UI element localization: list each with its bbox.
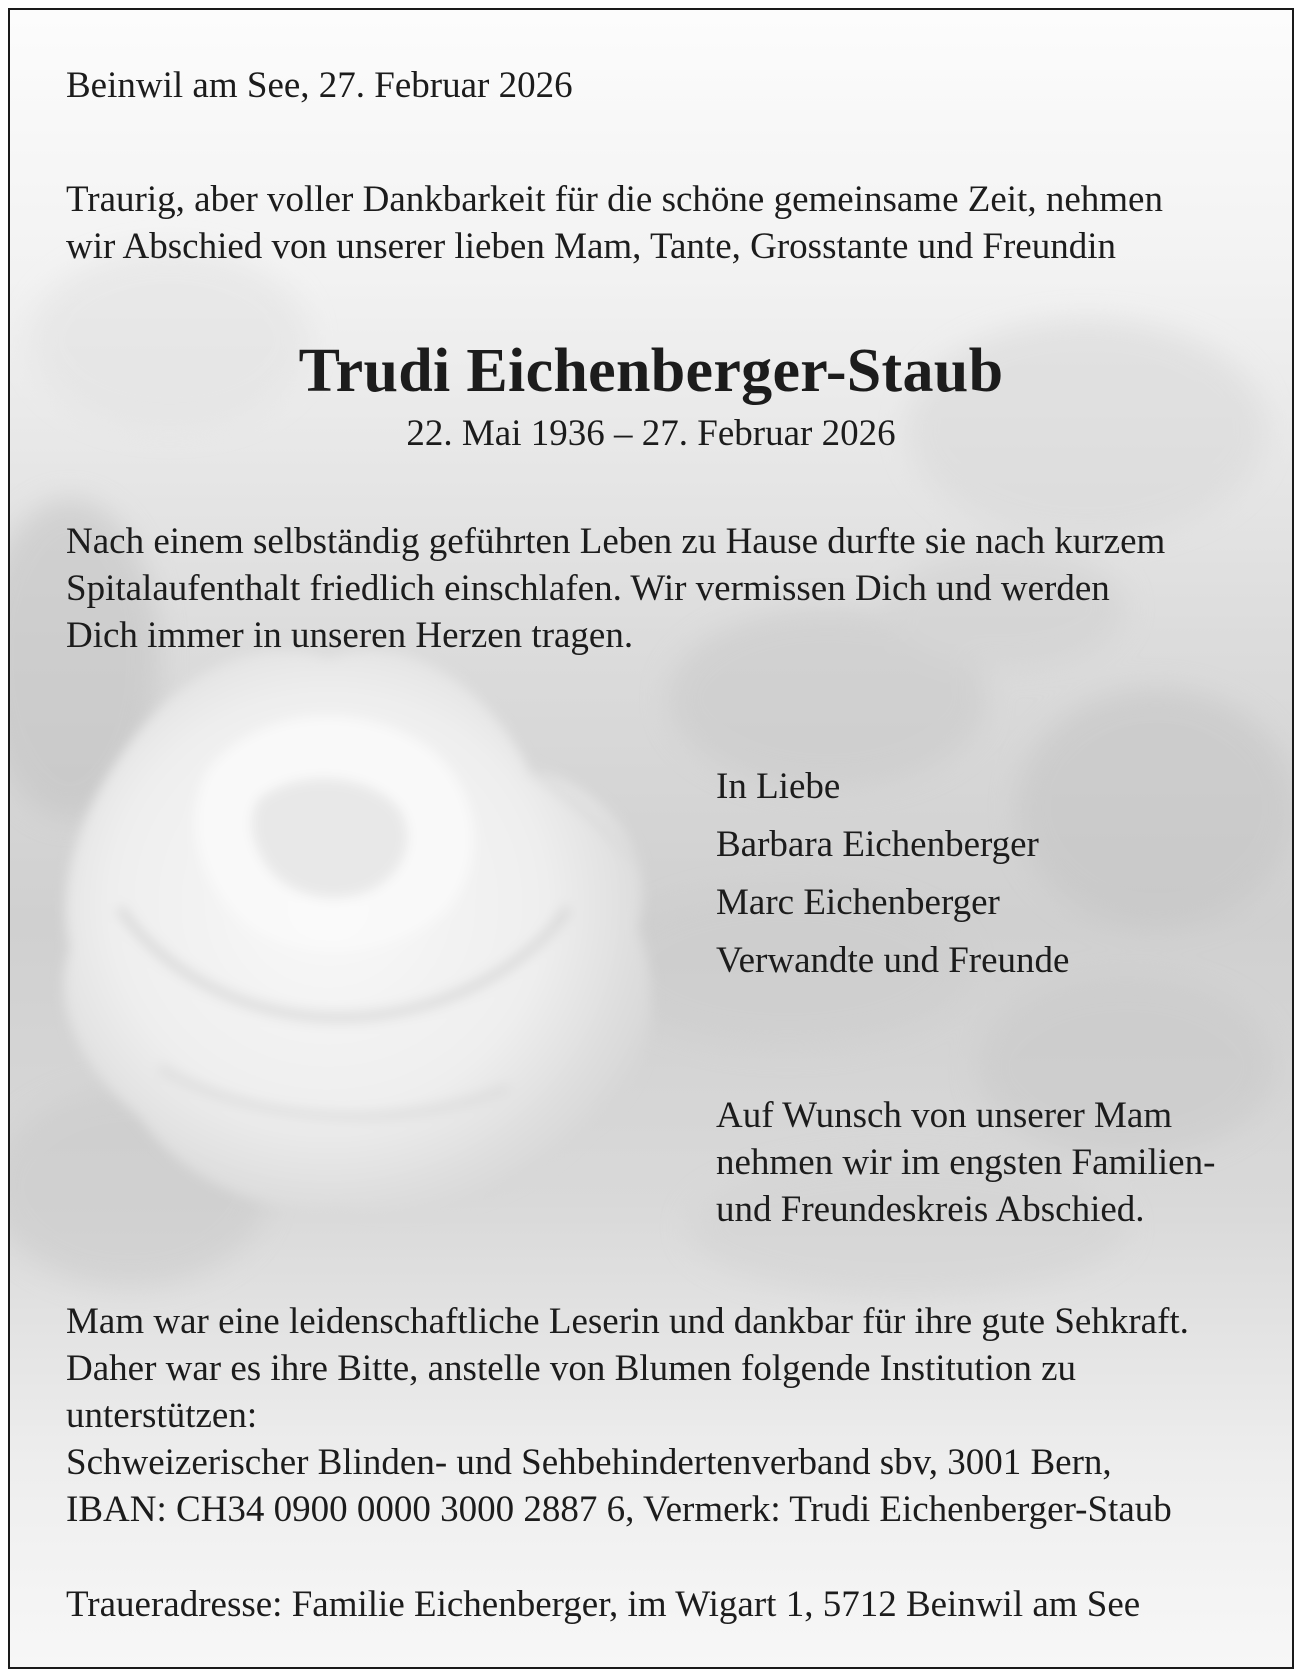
intro-line: wir Abschied von unserer lieben Mam, Tante, Grosstante und Freundin (66, 226, 1116, 267)
paragraph-line: Nach einem selbständig geführten Leben zu Hause durfte sie nach kurzem (66, 521, 1166, 562)
intro-line: Traurig, aber voller Dankbarkeit für die schöne gemeinsame Zeit, nehmen (66, 179, 1163, 220)
wish-line: Auf Wunsch von unserer Mam (716, 1095, 1173, 1136)
donation-paragraph (66, 1298, 1189, 1533)
mourning-address: Traueradresse: Familie Eichenberger, im Wigart 1, 5712 Beinwil am See (66, 1584, 1141, 1625)
obituary-frame (8, 8, 1294, 1669)
life-paragraph (66, 518, 1165, 659)
wish-line: nehmen wir im engsten Familien- (716, 1142, 1216, 1183)
deceased-name: Trudi Eichenberger-Staub (298, 337, 1004, 405)
signer-line: Marc Eichenberger (716, 882, 1000, 923)
paragraph-line: Spitalaufenthalt friedlich einschlafen. Wir vermissen Dich und werden (66, 568, 1110, 609)
donation-line: Schweizerischer Blinden- und Sehbehindertenverband sbv, 3001 Bern, (66, 1442, 1112, 1483)
intro-text (66, 176, 1163, 270)
donation-line: Daher war es ihre Bitte, anstelle von Blumen folgende Institution zu (66, 1348, 1077, 1389)
place-and-date: Beinwil am See, 27. Februar 2026 (66, 65, 573, 106)
wish-line: und Freundeskreis Abschied. (716, 1189, 1145, 1230)
signer-line: In Liebe (716, 766, 841, 807)
donation-line: unterstützen: (66, 1395, 258, 1436)
signer-line: Verwandte und Freunde (716, 940, 1070, 981)
signers-block (716, 758, 1069, 990)
paragraph-line: Dich immer in unseren Herzen tragen. (66, 615, 634, 656)
life-dates: 22. Mai 1936 – 27. Februar 2026 (406, 413, 896, 454)
signer-line: Barbara Eichenberger (716, 824, 1039, 865)
donation-line: Mam war eine leidenschaftliche Leserin und dankbar für ihre gute Sehkraft. (66, 1301, 1189, 1342)
farewell-wish (716, 1092, 1215, 1233)
donation-line: IBAN: CH34 0900 0000 3000 2887 6, Vermerk: Trudi Eichenberger-Staub (66, 1489, 1172, 1530)
